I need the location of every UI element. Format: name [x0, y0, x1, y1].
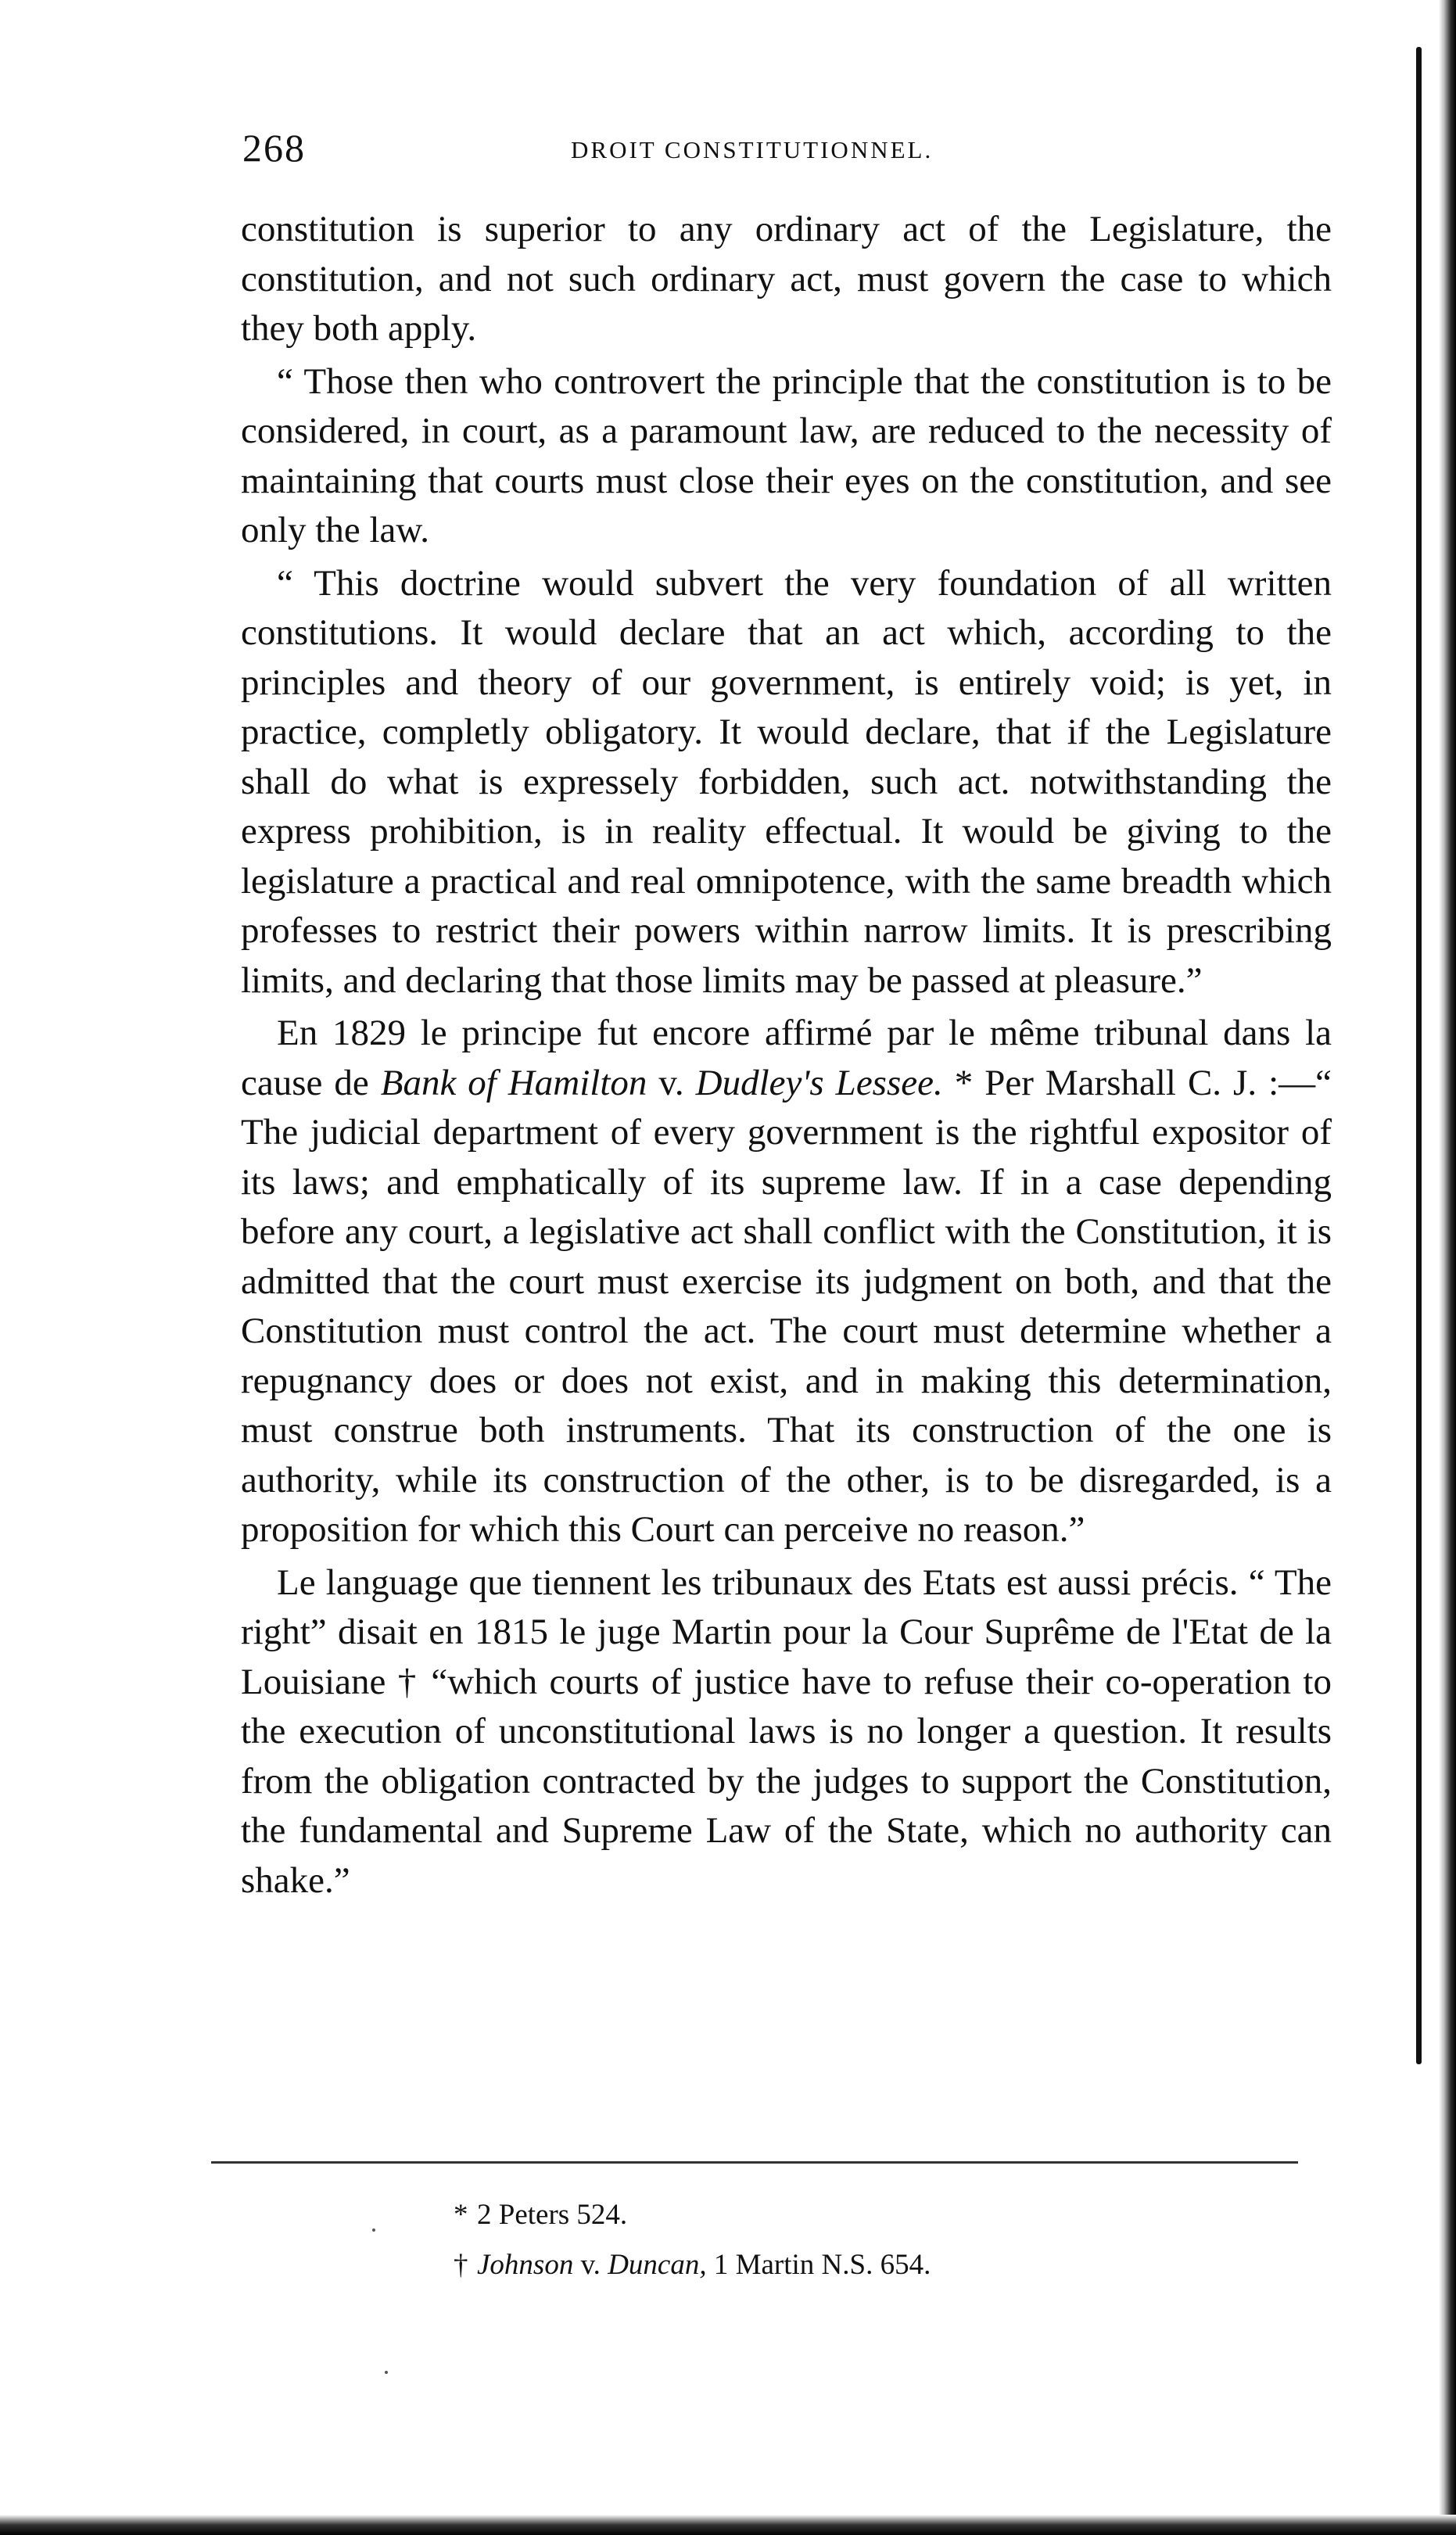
footnote-divider [211, 2161, 1298, 2164]
page-number: 268 [242, 126, 306, 170]
case-name-italic: Johnson [477, 2249, 574, 2281]
footnote [454, 2243, 1314, 2288]
binding-shadow [1416, 47, 1422, 2064]
paragraph-text: En 1829 le principe fut encore affirmé par le même tribunal dans la cause de [241, 1013, 1332, 1103]
footnote-text: 1 Martin N.S. 654. [706, 2249, 931, 2281]
footnote [454, 2193, 1314, 2238]
paragraph-text: * Per Marshall C. J. :—“ The judicial department of every government is the rightful expositor of its laws; and emphatically of its supreme law. If in a case depending before any court, a legislative act shall conflict with the Constitution, it is admitted that the court must exercise its judgment on both, and that the Constitution must control the act. The court must determine whether a repugnancy does or does not exist, and in making this determination, must construe both instruments. That its construction of the one is authority, while its construction of the other, is to be disregarded, is a proposition for which this Court can perceive no reason.” [241, 1062, 1332, 1550]
paragraph [241, 1009, 1332, 1555]
paragraph: Le language que tiennent les tribunaux des Etats est aussi précis. “ The right” disait en 1815 le juge Martin pour la Cour Suprême de l'Etat de la Louisiane † “which courts of justice have to refuse their co-operation to the execution of unconstitutional laws is no longer a question. It results from the obligation contracted by the judges to support the Constitution, the fundamental and Supreme Law of the State, which no authority can shake.” [241, 1562, 1332, 1901]
footnote-text: v. [573, 2249, 608, 2281]
case-name-italic: Duncan, [608, 2249, 707, 2281]
scan-speck [385, 2371, 388, 2374]
case-name-italic: Bank of Hamilton [380, 1062, 647, 1103]
bottom-edge [0, 2515, 1456, 2535]
footnote-mark: † [454, 2249, 468, 2281]
case-name-italic: Dudley's Lessee. [695, 1062, 943, 1103]
page-header [242, 125, 1337, 188]
paragraph: “ This doctrine would subvert the very foundation of all written constitutions. It would declare that an act which, according to the principles and theory of our government, is entirely void; is yet, in practice, completly obligatory. It would declare, that if the Legislature shall do what is expressely forbidden, such act. notwithstanding the express prohibition, is in reality effectual. It would be giving to the legislature a practical and real omnipotence, with the same breadth which professes to restrict their powers within narrow limits. It is prescribing limits, and declaring that those limits may be passed at pleasure.” [241, 562, 1332, 1001]
paragraph: constitution is superior to any ordinary act of the Legislature, the constitution, and not such ordinary act, must govern the case to which they both apply. [241, 209, 1332, 349]
footnote-mark: * [454, 2199, 468, 2231]
body-text [241, 205, 1332, 1909]
footnotes [454, 2193, 1314, 2293]
paragraph: “ Those then who controvert the principle that the constitution is to be considered, in court, as a paramount law, are reduced to the necessity of maintaining that courts must close their eyes on the constitution, and see only the law. [241, 360, 1332, 550]
running-title: DROIT CONSTITUTIONNEL. [571, 136, 934, 163]
paragraph-text: v. [647, 1062, 696, 1103]
footnote-text: 2 Peters 524. [477, 2199, 628, 2231]
scan-speck [372, 2228, 375, 2232]
binding-edge [1439, 0, 1456, 2535]
